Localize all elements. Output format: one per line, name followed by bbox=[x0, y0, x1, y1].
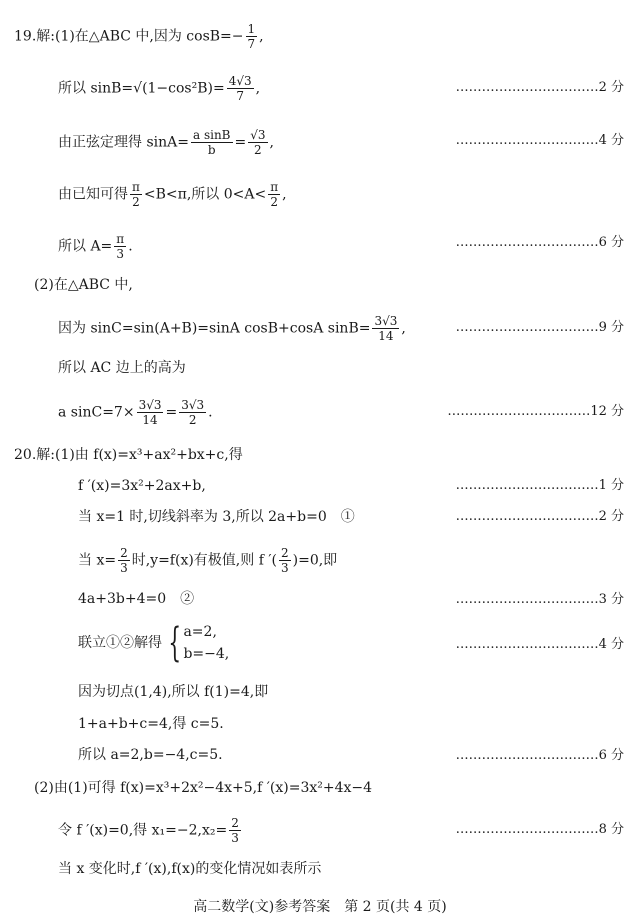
frac-num: 1 bbox=[247, 22, 256, 36]
score-label: ……………………………6 分 bbox=[455, 748, 624, 763]
score-label: ……………………………8 分 bbox=[455, 822, 624, 837]
fraction bbox=[248, 128, 267, 157]
score-label: ……………………………3 分 bbox=[455, 592, 624, 607]
p19-l2-text: 由正弦定理得 sinA= bbox=[58, 134, 189, 151]
p20-l3-mid: 时,y=f(x)有极值,则 f ′( bbox=[131, 552, 277, 569]
frac-den: 2 bbox=[248, 142, 267, 157]
page-footer: 高二数学(文)参考答案 第 2 页(共 4 页) bbox=[193, 899, 447, 915]
p19-header bbox=[14, 22, 264, 51]
frac-num: 2 bbox=[280, 546, 289, 560]
p20-l5-text: 联立①②解得 bbox=[78, 635, 162, 651]
frac-num: 2 bbox=[120, 546, 128, 560]
equation-system bbox=[183, 621, 229, 665]
p19-line7 bbox=[58, 398, 213, 427]
p19-line2 bbox=[58, 128, 274, 157]
score-label: ……………………………2 分 bbox=[455, 80, 624, 95]
score-label: ……………………………6 分 bbox=[455, 235, 624, 250]
p20-part2-header: (2)由(1)可得 f(x)=x³+2x²−4x+5,f ′(x)=3x²+4x−4 bbox=[34, 780, 373, 796]
left-brace-icon: { bbox=[168, 620, 182, 666]
p19-l3-mid: <B<π,所以 0<A< bbox=[143, 186, 267, 203]
p19-l7-tail: . bbox=[208, 404, 213, 421]
system-eq-2: b=−4, bbox=[183, 646, 230, 662]
frac-den: 7 bbox=[227, 88, 254, 103]
system-eq-1: a=2, bbox=[183, 624, 217, 640]
score-label: ……………………………9 分 bbox=[455, 320, 624, 335]
p20-line6: 因为切点(1,4),所以 f(1)=4,即 bbox=[78, 684, 269, 700]
score-label: ……………………………2 分 bbox=[455, 509, 624, 524]
frac-num: π bbox=[132, 180, 140, 194]
score-label: ……………………………12 分 bbox=[447, 404, 624, 419]
p19-line1 bbox=[58, 74, 260, 103]
p19-l1-tail: , bbox=[255, 80, 261, 97]
p19-l2-tail: , bbox=[269, 134, 274, 151]
p20-l3-tail: )=0,即 bbox=[292, 552, 338, 569]
p19-header-tail: , bbox=[259, 28, 264, 45]
frac-num: 3√3 bbox=[374, 314, 398, 328]
p19-l7-text: a sinC=7× bbox=[58, 404, 135, 421]
equals: = bbox=[234, 134, 247, 151]
frac-den: b bbox=[191, 142, 233, 157]
p19-l1-text: 所以 sinB=√(1−cos²B)= bbox=[58, 80, 225, 97]
frac-num: a sinB bbox=[192, 128, 231, 142]
frac-num: 4√3 bbox=[228, 74, 252, 88]
frac-den: 3 bbox=[280, 561, 289, 575]
p19-l3-text: 由已知可得 bbox=[58, 186, 128, 203]
frac-den: 7 bbox=[247, 37, 256, 51]
fraction bbox=[279, 546, 291, 575]
p19-l3-tail: , bbox=[282, 186, 287, 203]
fraction bbox=[118, 546, 130, 575]
p19-header-text: 19.解:(1)在△ABC 中,因为 cosB=− bbox=[14, 28, 244, 45]
p20-line9 bbox=[58, 816, 243, 845]
p19-l4-text: 所以 A= bbox=[58, 238, 113, 255]
frac-den: 2 bbox=[179, 412, 206, 427]
p20-header: 20.解:(1)由 f(x)=x³+ax²+bx+c,得 bbox=[14, 447, 243, 463]
p20-line10: 当 x 变化时,f ′(x),f(x)的变化情况如表所示 bbox=[58, 861, 322, 877]
p19-line4 bbox=[58, 232, 133, 261]
fraction bbox=[191, 128, 233, 157]
frac-num: √3 bbox=[250, 128, 266, 142]
frac-num: π bbox=[270, 180, 279, 194]
fraction bbox=[246, 22, 258, 51]
p20-l3-text: 当 x= bbox=[78, 552, 117, 569]
frac-num: 3√3 bbox=[138, 398, 162, 412]
frac-den: 14 bbox=[372, 328, 399, 343]
p19-part2-header: (2)在△ABC 中, bbox=[34, 277, 133, 293]
score-label: ……………………………1 分 bbox=[455, 478, 624, 493]
fraction bbox=[179, 398, 206, 427]
p20-l9-text: 令 f ′(x)=0,得 x₁=−2,x₂= bbox=[58, 822, 228, 839]
fraction bbox=[137, 398, 164, 427]
frac-den: 14 bbox=[137, 412, 164, 427]
p20-line8: 所以 a=2,b=−4,c=5. bbox=[78, 747, 223, 763]
p20-line1: f ′(x)=3x²+2ax+b, bbox=[78, 478, 206, 494]
score-label: ……………………………4 分 bbox=[455, 637, 624, 652]
frac-den: 2 bbox=[268, 194, 280, 209]
frac-den: 3 bbox=[120, 561, 128, 575]
fraction bbox=[227, 74, 254, 103]
fraction bbox=[372, 314, 399, 343]
p19-line6: 所以 AC 边上的高为 bbox=[58, 360, 186, 376]
p19-l5-tail: , bbox=[401, 320, 406, 337]
fraction bbox=[268, 180, 280, 209]
fraction bbox=[130, 180, 142, 209]
p19-l4-tail: . bbox=[128, 238, 133, 255]
frac-num: 3√3 bbox=[181, 398, 205, 412]
p20-line3 bbox=[78, 546, 337, 575]
frac-den: 2 bbox=[130, 194, 142, 209]
frac-num: 2 bbox=[231, 816, 239, 830]
fraction bbox=[229, 816, 241, 845]
p19-line3 bbox=[58, 180, 287, 209]
p20-line4: 4a+3b+4=0 ② bbox=[78, 591, 195, 607]
score-label: ……………………………4 分 bbox=[455, 133, 624, 148]
p19-l5-text: 因为 sinC=sin(A+B)=sinA cosB+cosA sinB= bbox=[58, 320, 371, 337]
frac-den: 3 bbox=[114, 246, 126, 261]
equals: = bbox=[165, 404, 178, 421]
p20-line5 bbox=[78, 621, 229, 665]
frac-den: 3 bbox=[231, 831, 239, 845]
p19-line5 bbox=[58, 314, 406, 343]
frac-num: π bbox=[116, 232, 125, 246]
p20-line2: 当 x=1 时,切线斜率为 3,所以 2a+b=0 ① bbox=[78, 509, 355, 525]
p20-line7: 1+a+b+c=4,得 c=5. bbox=[78, 716, 224, 732]
fraction bbox=[114, 232, 126, 261]
